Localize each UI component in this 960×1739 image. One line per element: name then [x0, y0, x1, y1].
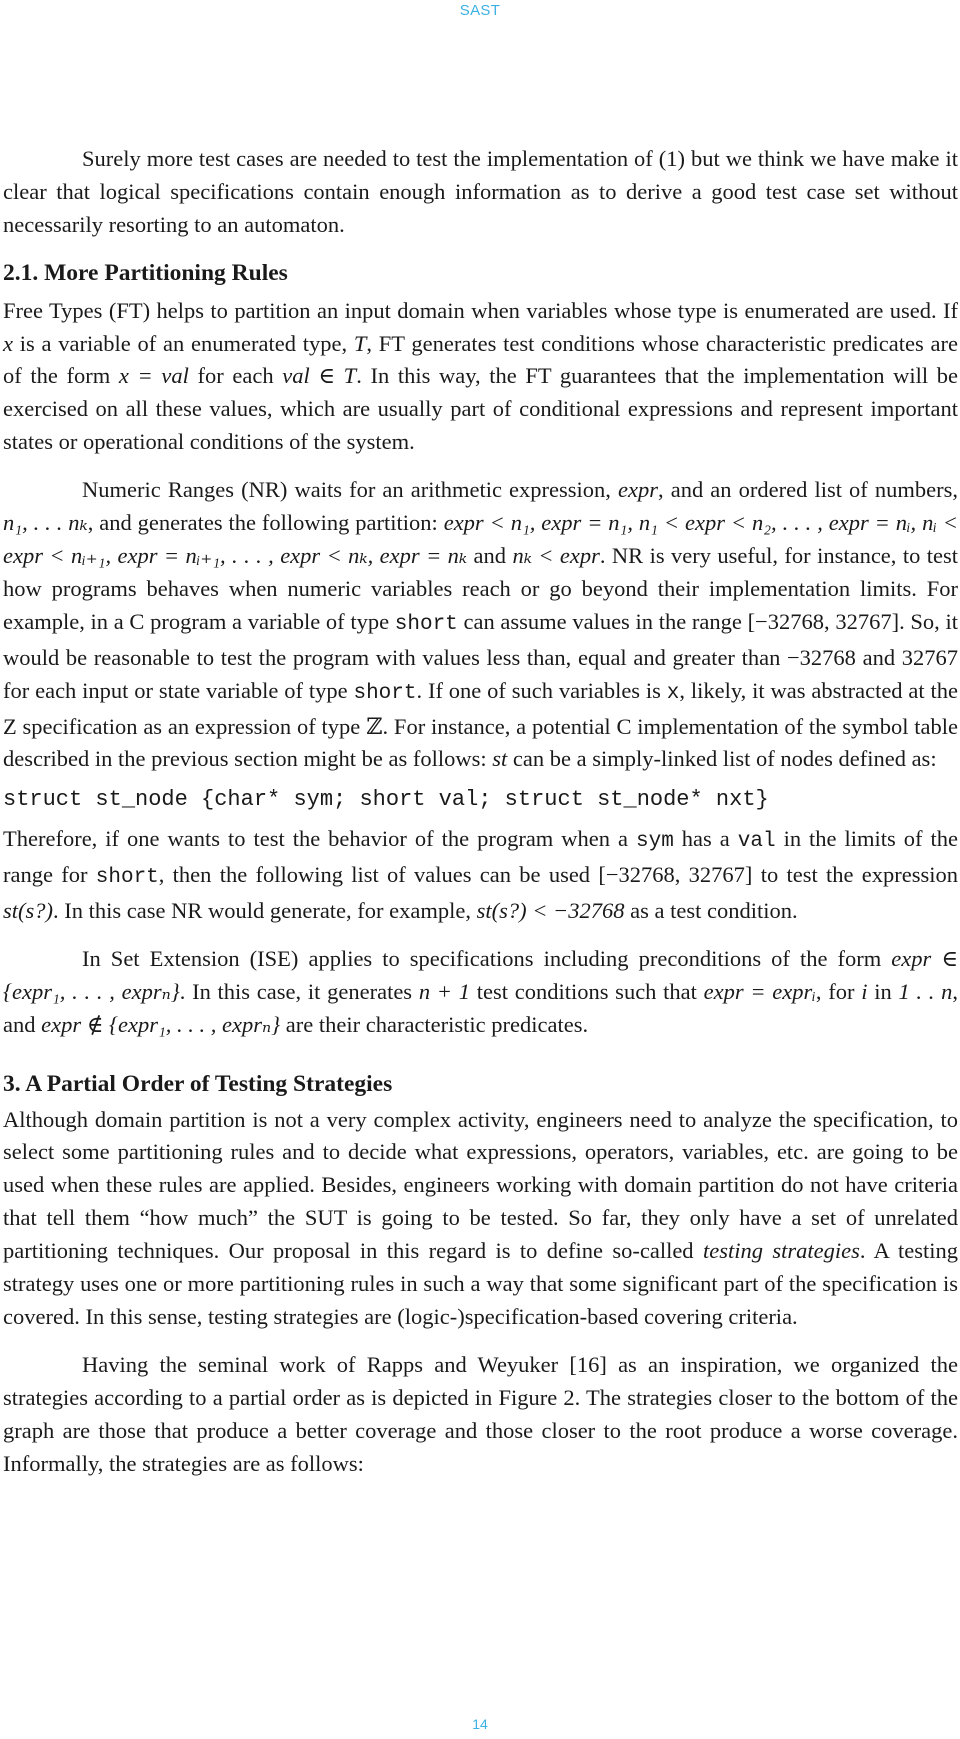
paragraph-numeric-ranges: Numeric Ranges (NR) waits for an arithmetic expression, expr, and an ordered list of numbers, n₁, . . . nₖ, and generates the following partition: expr < n₁, expr = n₁, n₁ < expr < n₂, . . . , expr = nᵢ, nᵢ < expr < nᵢ₊₁, expr = nᵢ₊₁, . . . , expr < nₖ, expr = nₖ and nₖ < expr. NR is very useful, for instance, to test how programs behaves when numeric variables reach or go beyond their implementation limits. For example, in a C program a variable of type short can assume values in the range [−32768, 32767]. So, it would be reasonable to test the program with values less than, equal and greater than −32768 and 32767 for each input or state variable of type short. If one of such variables is x, likely, it was abstracted at the Z specification as an expression of type ℤ. For instance, a potential C implementation of the symbol table described in the previous section might be as follows: st can be a simply-linked list of nodes defined as: — [3, 477, 959, 772]
math-partition: expr < n₁, expr = n₁, n₁ < expr < n₂, . . . , expr = nᵢ, nᵢ < expr < nᵢ₊₁, expr = nᵢ₊₁, . . . , expr < nₖ, expr = nₖ — [3, 510, 958, 568]
math-range-1-n: 1 . . n — [898, 978, 953, 1004]
math-val-in-T: val ∈ T — [282, 363, 357, 389]
section-heading-2-1: 2.1. More Partitioning Rules — [3, 259, 288, 286]
math-T: T — [353, 330, 367, 356]
paragraph-free-types: Free Types (FT) helps to partition an input domain when variables whose type is enumerated are used. If x is a variable of an enumerated type, T, FT generates test conditions whose characteristic predicates are of the form x = val for each val ∈ T. In this way, the FT guarantees that the implementation will be exercised on all these values, which are usually part of conditional expressions and represent important states or operational conditions of the system. — [3, 297, 959, 455]
math-expr-not-in-set: expr ∉ {expr₁, . . . , exprₙ} — [41, 1011, 281, 1037]
math-expr-in-set: expr ∈ {expr₁, . . . , exprₙ} — [3, 945, 958, 1004]
math-i: i — [861, 978, 868, 1004]
paragraph-rapps-weyuker: Having the seminal work of Rapps and Weyuker [16] as an inspiration, we organized the strategies according to a partial order as is depicted in Figure 2. The strategies closer to the bottom of the graph are those that produce a better coverage and those closer to the root produce a worse coverage. Informally, the strategies are as follows: — [3, 1351, 958, 1476]
math-range: [−32768, 32767] — [598, 862, 753, 888]
math-number-list: n₁, . . . nₖ — [3, 510, 88, 536]
code-sym: sym — [636, 830, 674, 854]
code-short: short — [353, 681, 417, 705]
running-header: SAST — [459, 2, 501, 19]
math-st-s: st(s?) — [3, 898, 53, 924]
code-val: val — [737, 830, 776, 854]
paragraph-intro: Surely more test cases are needed to test the implementation of (1) but we think we have make it clear that logical specifications contain enough information as to derive a good test case set without necessarily resorting to an automaton. — [3, 146, 958, 237]
math-n-plus-1: n + 1 — [418, 978, 470, 1004]
math-nk-lt-expr: nₖ < expr — [512, 542, 600, 568]
math-expr: expr — [618, 477, 658, 503]
code-short: short — [95, 866, 159, 890]
paragraph-in-set-extension: In Set Extension (ISE) applies to specifications including preconditions of the form expr ∈ {expr₁, . . . , exprₙ}. In this case, it generates n + 1 test conditions such that expr = exprᵢ, for i in 1 . . n, and expr ∉ {expr₁, . . . , exprₙ} are their characteristic predicates. — [3, 945, 959, 1037]
math-integers: ℤ — [366, 713, 383, 739]
section-heading-3: 3. A Partial Order of Testing Strategies — [3, 1070, 393, 1097]
math-st: st — [492, 746, 508, 772]
code-x: x — [666, 681, 680, 705]
page-number: 14 — [472, 1716, 488, 1732]
math-test-condition: st(s?) < −32768 — [476, 898, 625, 924]
code-struct-definition: struct st_node {char* sym; short val; struct st_node* nxt} — [3, 787, 769, 813]
emphasis-testing-strategies: testing strategies — [702, 1238, 860, 1264]
page-body — [3, 143, 958, 1481]
math-x-eq-val: x = val — [118, 363, 189, 389]
math-x: x — [3, 330, 13, 356]
code-short: short — [394, 612, 458, 636]
paragraph-partial-order-intro: Although domain partition is not a very complex activity, engineers need to analyze the specification, to select some partitioning rules and to decide what expressions, operators, variables, etc. are going to be used when these rules are applied. Besides, engineers working with domain partition do not have criteria that tell them “how much” the SUT is going to be tested. So far, they only have a set of unrelated partitioning techniques. Our proposal in this regard is to define so-called testing strategies. A testing strategy uses one or more partitioning rules in such a way that some significant part of the specification is covered. In this sense, testing strategies are (logic-)specification-based covering criteria. — [3, 1106, 959, 1329]
math-range: [−32768, 32767] — [747, 608, 900, 634]
math-expr-eq-expri: expr = exprᵢ — [703, 978, 816, 1004]
paragraph-therefore: Therefore, if one wants to test the behavior of the program when a sym has a val in the limits of the range for short, then the following list of values can be used [−32768, 32767] to test the expression st(s?). In this case NR would generate, for example, st(s?) < −32768 as a test condition. — [3, 826, 958, 924]
